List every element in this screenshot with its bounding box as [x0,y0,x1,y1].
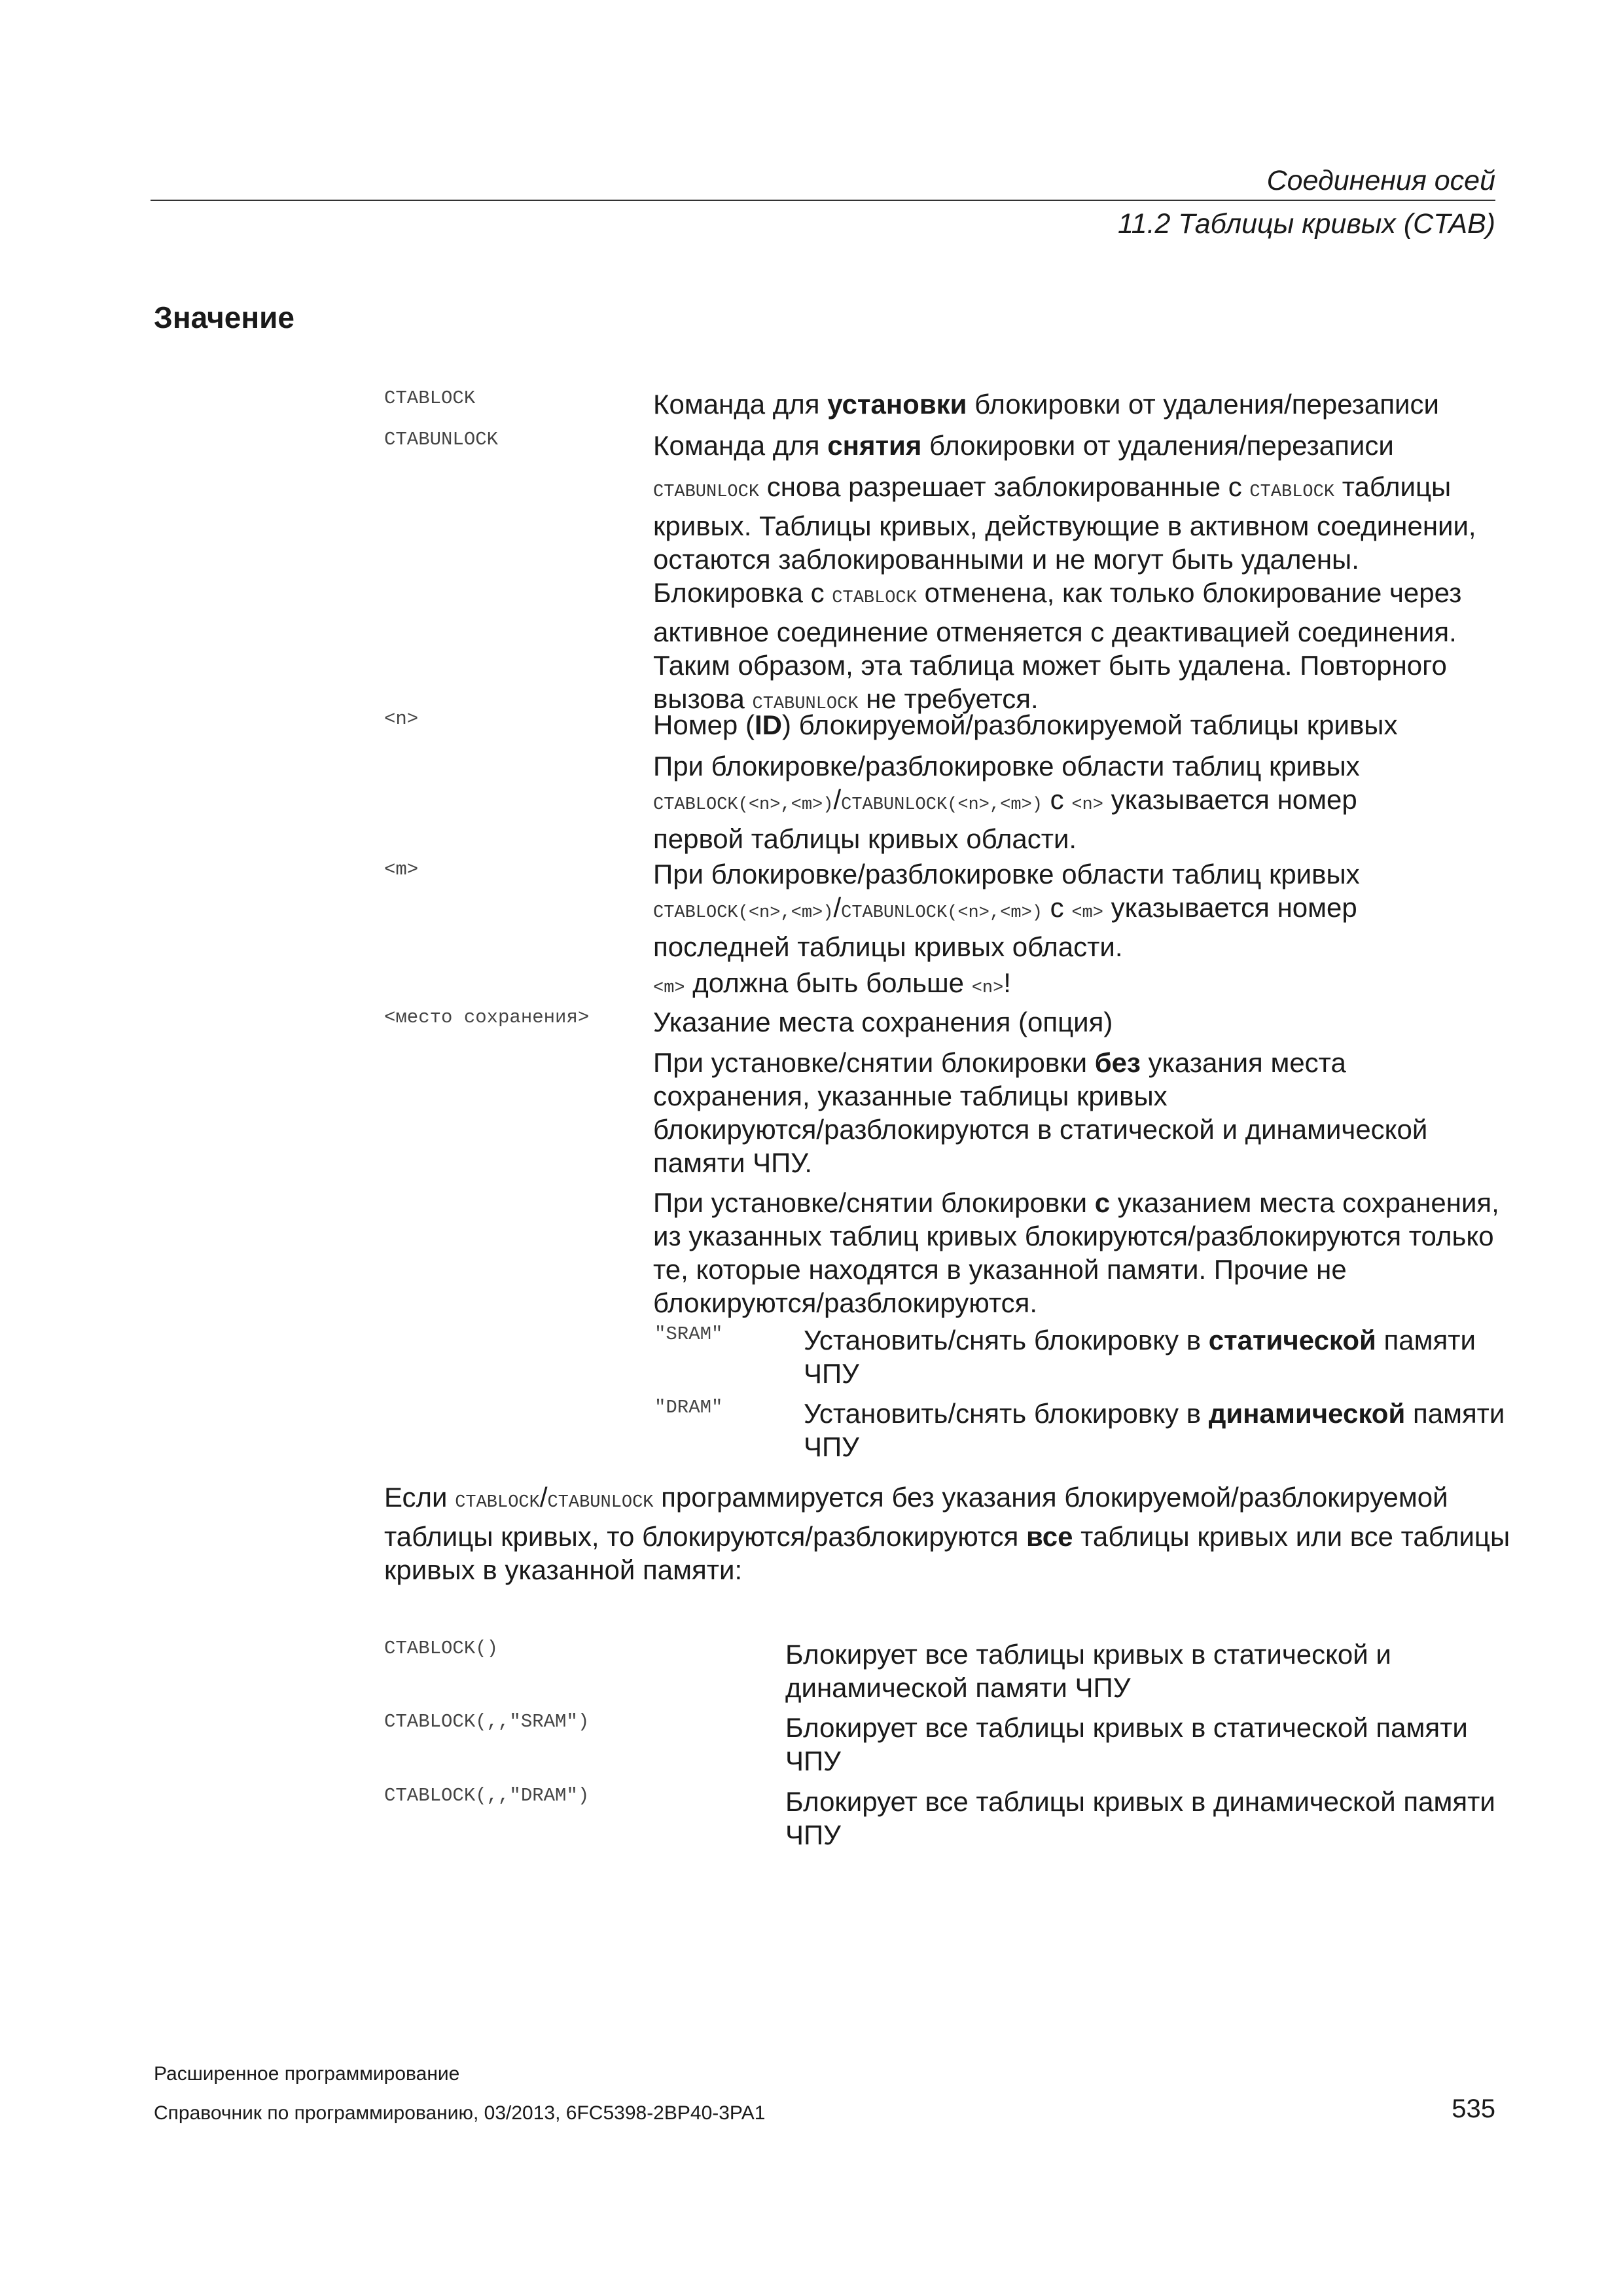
option-code-dram: "DRAM" [654,1397,723,1418]
param-desc-storage: Указание места сохранения (опция) [653,1007,1113,1037]
example-code: CTABLOCK() [384,1638,499,1659]
example-code: CTABLOCK(,,"SRAM") [384,1711,590,1732]
header-rule [151,200,1495,201]
param-desc-ctablock: Команда для установки блокировки от удаления/перезаписи [653,389,1439,420]
param-storage-paragraph-1: При установке/снятии блокировки без указания места сохранения, указанные таблицы кривых блокируются/разблокируются в статической и динамической памяти ЧПУ. [653,1047,1428,1178]
option-desc-sram: Установить/снять блокировку в статической памяти ЧПУ [804,1325,1476,1389]
param-code-ctabunlock: CTABUNLOCK [384,429,499,450]
body-paragraph: Если CTABLOCK/CTABUNLOCK программируется без указания блокируемой/разблокируемой таблицы кривых, то блокируются/разблокируются все таблицы кривых или все таблицы кривых в указанной памяти: [384,1482,1510,1585]
param-code-storage: <место сохранения> [384,1007,590,1028]
param-code-m: <m> [384,859,419,880]
running-header-section: Соединения осей [1266,165,1495,196]
footer-title: Расширенное программирование [154,2063,460,2085]
option-desc-dram: Установить/снять блокировку в динамической памяти ЧПУ [804,1398,1505,1462]
page-number: 535 [1452,2094,1495,2123]
param-code-ctablock: CTABLOCK [384,387,476,409]
example-code: CTABLOCK(,,"DRAM") [384,1785,590,1806]
example-desc: Блокирует все таблицы кривых в статической памяти ЧПУ [785,1712,1468,1776]
param-detail-n: При блокировке/разблокировке области таблиц кривых CTABLOCK(<n>,<m>)/CTABUNLOCK(<n>,<m>) с <n> указывается номер первой таблицы кривых области. [653,751,1360,854]
param-storage-paragraph-2: При установке/снятии блокировки с указанием места сохранения, из указанных таблиц кривых блокируются/разблокируются только те, которые находятся в указанной памяти. Прочие не блокируются/разблокируются. [653,1187,1499,1318]
footer-reference: Справочник по программированию, 03/2013, 6FC5398-2BP40-3PA1 [154,2102,766,2124]
section-heading: Значение [154,300,294,334]
running-header-subsection: 11.2 Таблицы кривых (CTAB) [1117,208,1495,240]
param-note-m: <m> должна быть больше <n>! [653,967,1011,998]
example-desc: Блокирует все таблицы кривых в динамической памяти ЧПУ [785,1786,1495,1850]
param-code-n: <n> [384,708,419,730]
option-code-sram: "SRAM" [654,1323,723,1345]
param-detail-ctabunlock: CTABUNLOCK снова разрешает заблокированные с CTABLOCK таблицы кривых. Таблицы кривых, действующие в активном соединении, остаются заблокированными и не могут быть удалены. Блокировка с CTABLOCK отменена, как только блокирование через активное соединение отменяется с деактивацией соединения. Таким образом, эта таблица может быть удалена. Повторного вызова CTABUNLOCK не требуется. [653,471,1476,714]
param-desc-ctabunlock: Команда для снятия блокировки от удаления/перезаписи [653,430,1394,461]
param-detail-m: При блокировке/разблокировке области таблиц кривых CTABLOCK(<n>,<m>)/CTABUNLOCK(<n>,<m>) с <m> указывается номер последней таблицы кривых области. [653,859,1360,962]
param-desc-n: Номер (ID) блокируемой/разблокируемой таблицы кривых [653,709,1398,740]
example-desc: Блокирует все таблицы кривых в статической и динамической памяти ЧПУ [785,1639,1391,1703]
